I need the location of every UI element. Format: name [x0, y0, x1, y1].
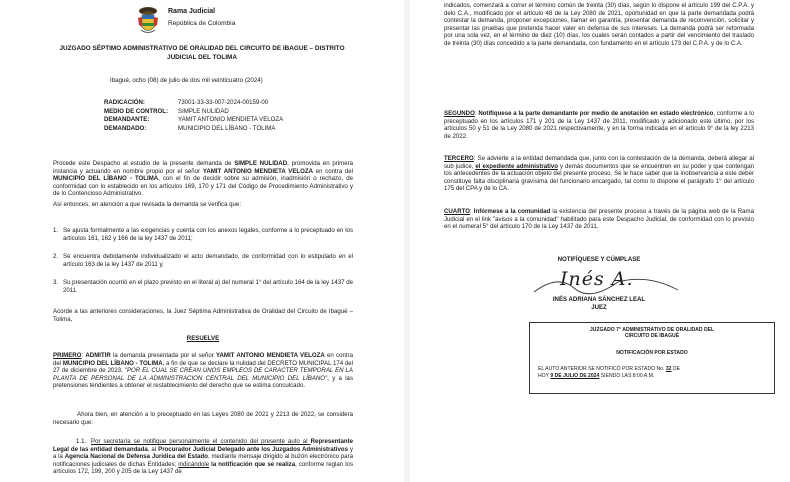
case-metadata	[104, 99, 283, 133]
list-number: 3.	[53, 279, 59, 286]
judge-role: JUEZ	[591, 304, 607, 311]
term-paragraph: indicados, comenzará a correr el término común de treinta (30) días, según lo dispone el artículo 199 del C.P.A. y delo C.A., modificado por el artículo 48 de la Ley 2080 de 2021, oportunidad en que la parte demandada podrá contestar la demanda, proponer excepciones, llamar en garantía, presentar demanda de reconvención, solicitar y presentar las pruebas que pretenda hacer valer en defensa de sus intereses. La demanda podrá ser reformada por una sola vez, en el término de diez (10) días, los cuales serán contados a partir del vencimiento del traslado de treinta (30) días concedido a la parte demandada, con fundamento en el artículo 173 del C.P.A. y de lo C.A.	[444, 2, 754, 47]
meta-value: MUNICIPIO DEL LÍBANO - TOLIMA	[178, 124, 276, 132]
tercero-paragraph: TERCERO: Se advierte a la entidad demandada que, junto con la contestación de la demanda, deberá allegar al sub judice, el expediente administrativo y demás documentos que se encuentren en su poder y que contengan los antecedentes de la actuación objeto del presente proceso. Se le hace saber que la inobservancia a este deber constituye falta disciplinaria gravísima del funcionario encargado, tal como lo dispone el parágrafo 1° del artículo 175 del CPA y de lo CA.	[444, 155, 754, 193]
verification-intro: Así entonces, en atención a que revisada la demanda se verifica que:	[53, 201, 242, 208]
list-item: Se ajusta formalmente a las exigencias y cuenta con los anexos legales, conforme a lo preceptuado en los artículos 161, 162 y 166 de la ley 1437 de 2011;	[63, 227, 353, 242]
laws-paragraph: Ahora bien, en atención a lo preceptuado en las Leyes 2080 de 2021 y 2213 de 2022, se considera necesario que:	[53, 411, 353, 426]
document-page-right	[410, 0, 790, 482]
stamp-line: EL AUTO ANTERIOR SE NOTIFICÓ POR ESTADO No. 32 DE	[538, 366, 681, 372]
list-item: Su presentación ocurrió en el plazo previsto en el literal a) del numeral 1° del artículo 164 de la ley 1437 de 2011.	[63, 279, 353, 294]
judge-name: INÉS ADRIANA SÁNCHEZ LEAL	[552, 296, 646, 303]
meta-row	[104, 108, 283, 117]
resuelve-heading: RESUELVE	[186, 335, 220, 342]
meta-label: RADICACIÓN:	[104, 99, 145, 106]
meta-row	[104, 99, 283, 108]
org-country: República de Colombia	[168, 20, 236, 27]
closing-line: NOTIFÍQUESE Y CÚMPLASE	[557, 256, 641, 263]
intro-paragraph: Procede este Despacho al estudio de la presente demanda de SIMPLE NULIDAD, promovida en primera instancia y actuando en nombre propio por el señor YAMIT ANTONIO MENDIETA VELOZA en contra del MUNICIPIO DEL LÍBANO - TOLIMA, con el fin de decidir sobre su admisión, inadmisión o rechazo, de conformidad con lo establecido en los artículos 169, 170 y 171 del Código de Procedimiento Administrativo y de lo Contencioso Administrativo.	[53, 160, 354, 198]
consideration-paragraph: Acorde a las anteriores consideraciones, la Juez Séptima Administrativa de Oralidad del Circuito de Ibagué – Tolima,	[53, 308, 353, 323]
meta-label: MEDIO DE CONTROL:	[104, 107, 168, 115]
colombia-coat-of-arms-icon	[133, 5, 163, 37]
meta-label: DEMANDANTE:	[104, 116, 150, 124]
list-item: Se encuentra debidamente individualizado el acto demandado, de conformidad con lo estipulado en el artículo 163 de la ley 1437 de 2011 y,	[63, 253, 353, 268]
segundo-paragraph: SEGUNDO: Notifíquese a la parte demandante por medio de anotación en estado electrónico, conforme a lo preceptuado en los artículos 171 y 201 de la Ley 1437 de 2011, modificado y adicionado este último, por los artículos 50 y 51 de la Ley 2080 de 2021 respectivamente, y en la forma indicada en el artículo 9° de la ley 2213 de 2022.	[444, 110, 755, 140]
document-date: Ibagué, ocho (08) de julio de dos mil veinticuatro (2024)	[110, 77, 263, 84]
notification-stamp	[529, 322, 775, 394]
meta-row	[104, 125, 283, 134]
primero-paragraph: PRIMERO: ADMITIR la demanda presentada por el señor YAMIT ANTONIO MENDIETA VELOZA en contra del MUNICIPIO DEL LÍBANO - TOLIMA, a fin de que se declare la nulidad del DECRETO MUNICIPAL 174 del 27 de diciembre de 2023, "POR EL CUAL SE CREAN UNOS EMPLEOS DE CARACTER TEMPORAL EN LA PLANTA DE PERSONAL DE LA ADMINISTRACION CENTRAL DEL MUNICIPIO DEL LÍBANO", y a las pretensiones tendientes a obtener el restablecimiento del derecho que se estima conculcado.	[53, 352, 353, 390]
stamp-subtitle: NOTIFICACIÓN POR ESTADO	[616, 350, 688, 356]
meta-value: YAMIT ANTONIO MENDIETA VELOZA	[178, 116, 284, 124]
list-number: 1.1.	[76, 438, 87, 445]
list-number: 1.	[53, 227, 59, 234]
handwritten-signature: Inés A.	[560, 268, 634, 290]
stamp-title: CIRCUITO DE IBAGUÉ	[624, 333, 680, 339]
meta-row	[104, 116, 283, 125]
org-name: Rama Judicial	[168, 8, 216, 15]
court-title: JUZGADO SÉPTIMO ADMINISTRATIVO DE ORALIDAD DEL CIRCUITO DE IBAGUE – DISTRITO JUDICIAL DEL TOLIMA	[59, 45, 345, 61]
stamp-line: HOY 9 DE JULIO DE 2024 SIENDO LAS 8:00 A.M.	[538, 373, 655, 379]
notification-item: Por secretaría se notifique personalmente el contenido del presente auto al Representante Legal de las entidad demandada, al Procurador Judicial Delegado ante los Juzgados Administrativos y a la Agencia Nacional de Defensa Jurídica del Estado, mediante mensaje dirigido al buzón electrónico para notificaciones judiciales de dichas Entidades; indicándole la notificación que se realiza, conforme reglan los artículos 172, 199, 200 y 205 de la Ley 1437 de	[53, 438, 353, 476]
meta-value: SIMPLE NULIDAD	[178, 107, 229, 115]
list-number: 2.	[53, 253, 59, 260]
meta-value: 73001-33-33-007-2024-00159-00	[178, 99, 269, 106]
meta-label: DEMANDADO:	[104, 124, 147, 132]
stamp-title: JUZGADO 7° ADMINISTRATIVO DE ORALIDAD DEL	[589, 327, 715, 333]
cuarto-paragraph: CUARTO: Infórmese a la comunidad la existencia del presente proceso a través de la página web de la Rama Judicial en el link "avisos a la comunidad" habilitado para este Despacho Judicial, de conformidad con lo previsto en el numeral 5° del artículo 170 de la Ley 1437 de 2011.	[444, 208, 754, 231]
